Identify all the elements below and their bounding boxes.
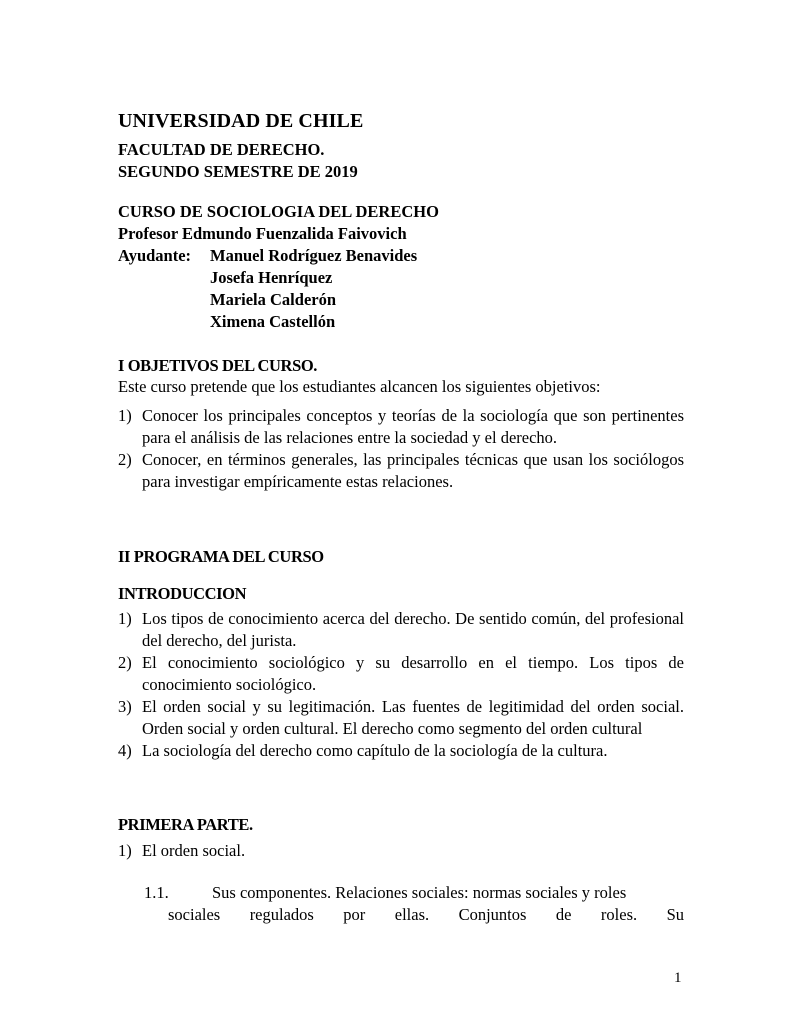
assistant-name: Manuel Rodríguez Benavides — [210, 246, 418, 265]
list-item — [118, 405, 684, 449]
program-heading: II PROGRAMA DEL CURSO — [118, 547, 324, 566]
list-text: Conocer los principales conceptos y teorías de la sociología que son pertinentes para el análisis de las relaciones entre la sociedad y el derecho. — [142, 406, 684, 447]
course-title: CURSO DE SOCIOLOGIA DEL DERECHO — [118, 202, 439, 221]
assistant-name: Ximena Castellón — [210, 312, 336, 331]
introduction-heading: INTRODUCCION — [118, 584, 247, 603]
objectives-list — [118, 405, 684, 493]
list-item — [118, 740, 684, 762]
list-text: El orden social. — [142, 841, 246, 860]
list-text: La sociología del derecho como capítulo de la sociología de la cultura. — [142, 741, 608, 760]
sub-item-number: 1.1. — [144, 883, 169, 902]
objectives-intro: Este curso pretende que los estudiantes alcancen los siguientes objetivos: — [118, 377, 601, 396]
part-one-heading: PRIMERA PARTE. — [118, 815, 253, 834]
list-item — [118, 608, 684, 652]
professor-line: Profesor Edmundo Fuenzalida Faivovich — [118, 224, 407, 243]
list-text: El conocimiento sociológico y su desarrollo en el tiempo. Los tipos de conocimiento sociológico. — [142, 653, 684, 694]
list-number: 1) — [118, 609, 132, 628]
page-number: 1 — [674, 970, 682, 986]
list-item — [118, 696, 684, 740]
objectives-heading: I OBJETIVOS DEL CURSO. — [118, 356, 318, 375]
list-text: El orden social y su legitimación. Las fuentes de legitimidad del orden social. Orden social y orden cultural. El derecho como segmento del orden cultural — [142, 697, 684, 738]
sub-item-line — [144, 882, 684, 904]
introduction-list — [118, 608, 684, 762]
list-number: 2) — [118, 450, 132, 469]
list-number: 4) — [118, 741, 132, 760]
assistants-label: Ayudante: — [118, 246, 192, 265]
university-title: UNIVERSIDAD DE CHILE — [118, 110, 364, 132]
part-one-list — [118, 840, 684, 862]
sub-item-text: Sus componentes. Relaciones sociales: normas sociales y roles — [212, 883, 627, 902]
assistant-name: Josefa Henríquez — [210, 268, 333, 287]
sub-item-line: sociales regulados por ellas. Conjuntos de roles. Su — [168, 905, 684, 924]
faculty-line: FACULTAD DE DERECHO. — [118, 140, 325, 159]
list-item — [118, 652, 684, 696]
list-item — [118, 449, 684, 493]
assistant-name: Mariela Calderón — [210, 290, 337, 309]
list-number: 3) — [118, 697, 132, 716]
list-text: Los tipos de conocimiento acerca del derecho. De sentido común, del profesional del derecho, del jurista. — [142, 609, 684, 650]
list-number: 1) — [118, 406, 132, 425]
sub-list-item — [144, 882, 684, 926]
semester-line: SEGUNDO SEMESTRE DE 2019 — [118, 162, 358, 181]
list-number: 2) — [118, 653, 132, 672]
list-item — [118, 840, 684, 862]
list-text: Conocer, en términos generales, las principales técnicas que usan los sociólogos para investigar empíricamente estas relaciones. — [142, 450, 684, 491]
list-number: 1) — [118, 841, 132, 860]
